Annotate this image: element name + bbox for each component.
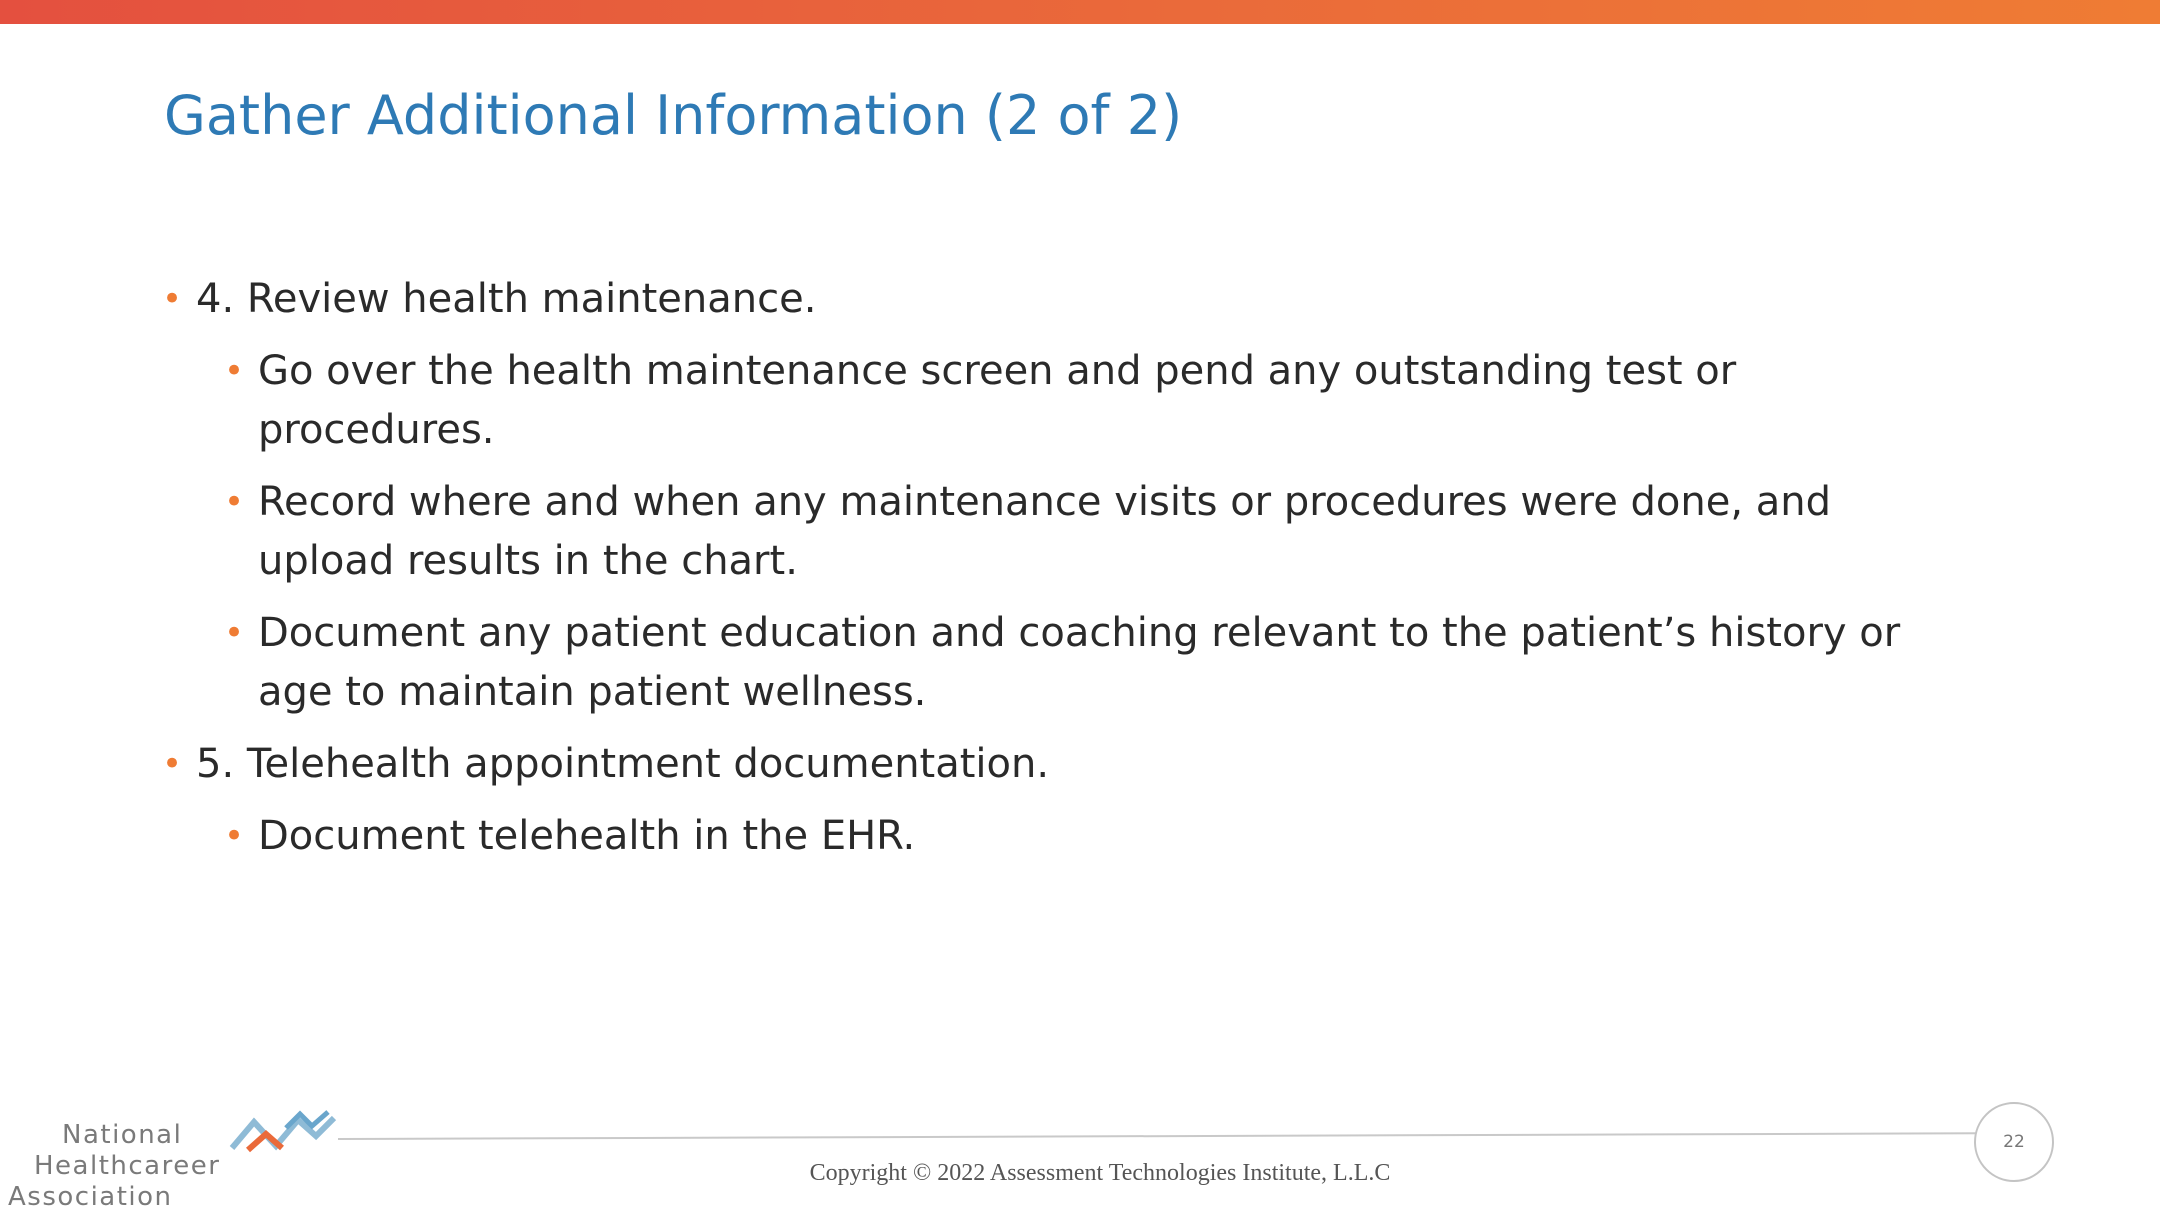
- bullet-dot-icon: •: [224, 613, 245, 653]
- bullet-item-2: [162, 735, 1962, 794]
- sub-bullet-text: Document any patient education and coaching relevant to the patient’s history or age to maintain patient wellness.: [258, 610, 1901, 715]
- logo-line-healthcareer: Healthcareer: [34, 1151, 221, 1181]
- bullet-dot-icon: •: [224, 816, 245, 856]
- logo-line-national: National: [62, 1120, 183, 1150]
- sub-bullet-item: [224, 604, 1958, 722]
- nha-logo: [0, 1100, 340, 1215]
- sub-bullet-item: [224, 342, 1958, 460]
- bullet-dot-icon: •: [162, 279, 183, 319]
- sub-bullet-item: [224, 807, 1958, 866]
- slide-content: [162, 270, 1962, 879]
- bullet-item-1: [162, 270, 1962, 329]
- sub-bullet-text: Go over the health maintenance screen and pend any outstanding test or procedures.: [258, 348, 1737, 453]
- sub-bullet-text: Record where and when any maintenance visits or procedures were done, and upload results in the chart.: [258, 479, 1832, 584]
- sub-bullet-text: Document telehealth in the EHR.: [258, 813, 916, 859]
- bullet-text: 4. Review health maintenance.: [196, 276, 817, 322]
- logo-line-association: Association: [8, 1182, 173, 1212]
- page-number: 22: [1974, 1102, 2054, 1182]
- footer-divider: [338, 1132, 1978, 1140]
- bullet-dot-icon: •: [162, 744, 183, 784]
- sub-bullet-item: [224, 473, 1958, 591]
- bullet-dot-icon: •: [224, 482, 245, 522]
- slide-title: Gather Additional Information (2 of 2): [164, 84, 1183, 147]
- nha-chevron-icon: [228, 1106, 338, 1156]
- top-accent-bar: [0, 0, 2160, 24]
- bullet-text: 5. Telehealth appointment documentation.: [196, 741, 1050, 787]
- copyright-text: Copyright © 2022 Assessment Technologies Institute, L.L.C: [809, 1160, 1391, 1186]
- bullet-dot-icon: •: [224, 351, 245, 391]
